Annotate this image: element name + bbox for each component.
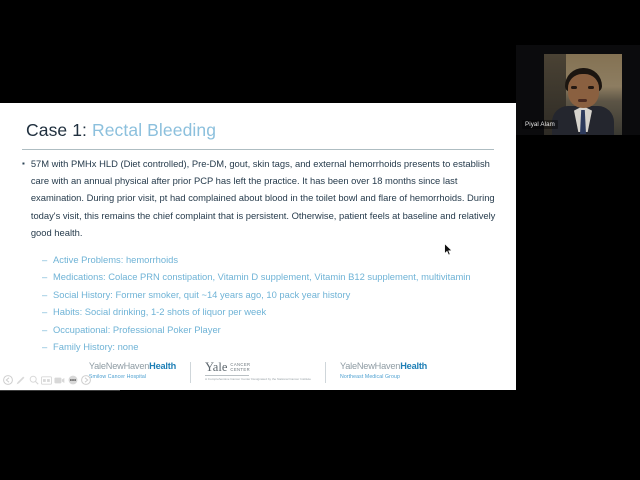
more-options-button[interactable] — [67, 375, 78, 386]
logo-wordmark-bold: Health — [149, 361, 177, 371]
slide-title-prefix: Case 1: — [26, 120, 88, 140]
sub-bullet-text: Family History: none — [53, 340, 139, 352]
dash-marker-icon: – — [42, 254, 48, 265]
logo-wordmark-light: YaleNewHaven — [88, 361, 150, 371]
mouse-cursor — [444, 243, 453, 256]
list-item — [42, 340, 472, 354]
yale-wordmark: Yale — [205, 360, 228, 374]
annotation-count-badge: 11 — [30, 367, 36, 374]
list-item — [42, 323, 472, 337]
main-bullet-paragraph — [22, 155, 500, 241]
dash-marker-icon: – — [42, 288, 48, 300]
participant-eye-left — [571, 86, 577, 89]
zoom-search-button[interactable] — [28, 367, 39, 386]
presentation-slide — [0, 103, 516, 390]
previous-slide-button[interactable] — [2, 375, 13, 386]
logo-wordmark — [89, 361, 176, 372]
logo-rule — [205, 375, 249, 376]
bullet-square-icon: ▪ — [22, 159, 25, 168]
participant-video-tile[interactable] — [516, 45, 640, 135]
dash-marker-icon: – — [42, 306, 48, 318]
record-video-button[interactable] — [54, 375, 65, 386]
logo-fine-print: A Comprehensive Cancer Center Designated by the National Cancer Institute — [205, 377, 311, 381]
yale-cancer-line: CANCER — [230, 362, 251, 367]
logo-subtitle: Northeast Medical Group — [339, 374, 400, 380]
closed-captions-button[interactable] — [41, 375, 52, 386]
logo-wordmark — [340, 361, 427, 372]
toolbar-divider — [0, 390, 120, 391]
next-slide-button[interactable] — [80, 375, 91, 386]
presentation-toolbar[interactable] — [0, 367, 98, 390]
main-bullet-text: 57M with PMHx HLD (Diet controlled), Pre-DM, gout, skin tags, and external hemorrhoids presents to establish care with an annual physical after prior PCP has left the practice. It has been over 18 months since last examination. During prior visit, pt had complained about blood in the toilet bowl and flare of hemorrhoids. During today's visit, this remains the chief complaint that is persistent. Otherwise, patient feels at baseline and relatively good health. — [30, 158, 496, 238]
slide-title — [26, 120, 216, 141]
title-divider — [22, 149, 494, 150]
list-item — [42, 253, 472, 267]
participant-name-label: Piyal Alam — [522, 120, 558, 129]
dash-marker-icon: – — [42, 323, 48, 335]
sub-bullet-text: Occupational: Professional Poker Player — [53, 323, 221, 335]
participant-eye-right — [588, 86, 594, 89]
list-item — [42, 305, 472, 319]
sub-bullet-list — [42, 253, 472, 357]
dash-marker-icon: – — [42, 271, 48, 283]
participant-face — [568, 74, 599, 108]
logo-northeast-medical-group — [326, 361, 441, 380]
list-item — [42, 288, 472, 302]
list-item — [42, 270, 472, 284]
logo-yale-cancer-center — [191, 361, 325, 381]
pen-annotate-button[interactable] — [15, 375, 26, 386]
participant-mouth — [578, 99, 587, 102]
yale-center-line: CENTER — [230, 366, 251, 372]
slide-title-topic: Rectal Bleeding — [91, 120, 217, 140]
logo-subtitle: Smilow Cancer Hospital — [88, 374, 147, 380]
dash-marker-icon: – — [42, 340, 48, 352]
sub-bullet-text: Social History: Former smoker, quit ~14 years ago, 10 pack year history — [53, 288, 351, 300]
logo-wordmark-light: YaleNewHaven — [339, 361, 401, 371]
sub-bullet-text: Medications: Colace PRN constipation, Vitamin D supplement, Vitamin B12 supplement, multivitamin — [53, 271, 471, 283]
logo-wordmark-bold: Health — [400, 361, 428, 371]
sub-bullet-text: Active Problems: hemorrhoids — [53, 254, 179, 265]
sub-bullet-text: Habits: Social drinking, 1-2 shots of liquor per week — [53, 306, 267, 318]
